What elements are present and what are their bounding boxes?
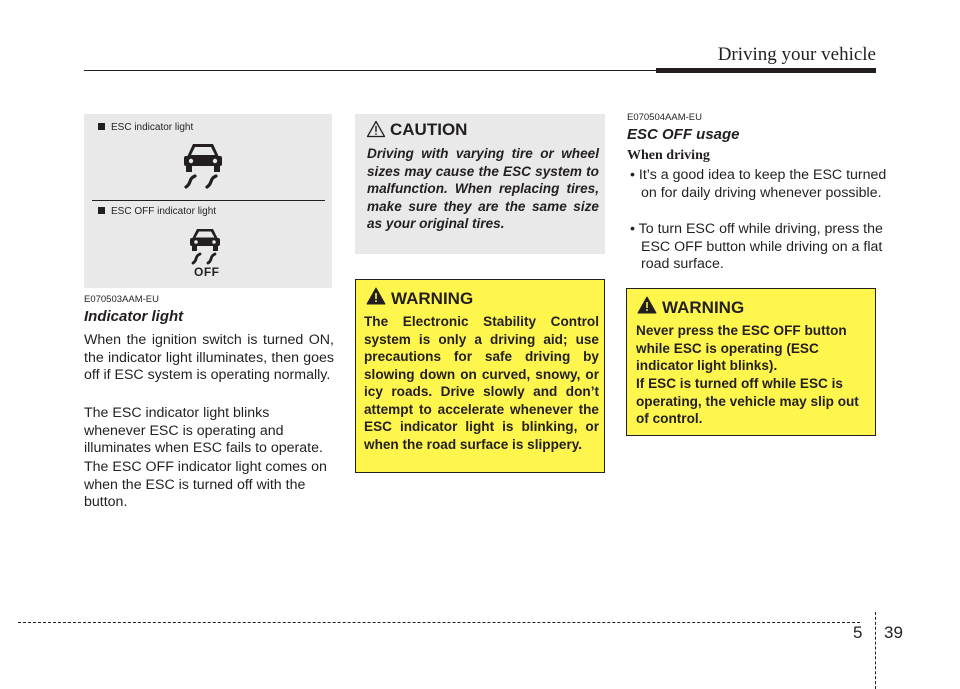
esc-indicator-icon: [178, 140, 228, 192]
caution-triangle-icon: [366, 120, 386, 138]
paragraph-esc-off: The ESC OFF indicator light comes on when the ESC is turned off with the button.: [84, 459, 327, 510]
header-rule-accent: [656, 68, 876, 73]
warning-title-esc-off: WARNING: [662, 298, 745, 317]
warning-text-stability: The Electronic Stability Control system is only a driving aid; use precautions for safe driving by slowing down on curved, snowy, or icy roads. Drive slowly and don’t attempt to accelerate whenever the ESC indicator light is blinking, or when the road surface is slippery.: [364, 314, 599, 452]
bullet-keep-esc-on-text: It’s a good idea to keep the ESC turned on for daily driving whenever possible.: [638, 167, 887, 201]
bullet-keep-esc-on: • It’s a good idea to keep the ESC turned on for daily driving whenever possible.: [630, 167, 887, 201]
off-label: OFF: [194, 265, 220, 279]
esc-off-usage-heading: ESC OFF usage: [627, 126, 740, 143]
section-code-esc-off: E070504AAM-EU: [627, 112, 702, 123]
square-bullet-icon: [98, 123, 105, 130]
chapter-number: 5: [853, 623, 863, 642]
paragraph-ignition: When the ignition switch is turned ON, the indicator light illuminates, then goes off if ESC system is operating normally.: [84, 332, 334, 383]
page-number: 39: [884, 623, 903, 642]
footer-rule: [18, 622, 860, 623]
section-title: Driving your vehicle: [717, 44, 876, 65]
when-driving-subheading: When driving: [627, 148, 710, 163]
caution-title: CAUTION: [390, 120, 468, 139]
header-rule: [84, 70, 656, 71]
esc-indicator-caption-text: ESC indicator light: [111, 122, 194, 133]
caution-text: Driving with varying tire or wheel sizes may cause the ESC system to malfunction. When replacing tires, make sure they are the same size as your original tires.: [367, 146, 599, 231]
warning-triangle-icon: [637, 296, 657, 314]
warning-text-slip: If ESC is turned off while ESC is operating, the vehicle may slip out of control.: [636, 376, 859, 426]
bullet-turn-esc-off-text: To turn ESC off while driving, press the ESC OFF button while driving on a flat road surface.: [638, 221, 883, 272]
figure-divider: [92, 200, 325, 201]
esc-off-indicator-icon: [186, 226, 224, 266]
warning-title-stability: WARNING: [391, 289, 474, 308]
warning-triangle-icon: [366, 287, 386, 305]
square-bullet-icon: [98, 207, 105, 214]
esc-off-indicator-caption: [98, 206, 216, 217]
indicator-light-heading: Indicator light: [84, 308, 184, 325]
section-code: E070503AAM-EU: [84, 294, 159, 305]
esc-indicator-caption: [98, 122, 193, 133]
footer-divider: [875, 612, 876, 689]
bullet-turn-esc-off: • To turn ESC off while driving, press the ESC OFF button while driving on a flat road surface.: [630, 221, 883, 272]
paragraph-blinks: The ESC indicator light blinks whenever ESC is operating and illuminates when ESC fails to operate.: [84, 405, 323, 456]
warning-text-never-press: Never press the ESC OFF button while ESC is operating (ESC indicator light blinks).: [636, 323, 847, 373]
esc-off-indicator-caption-text: ESC OFF indicator light: [111, 206, 217, 217]
